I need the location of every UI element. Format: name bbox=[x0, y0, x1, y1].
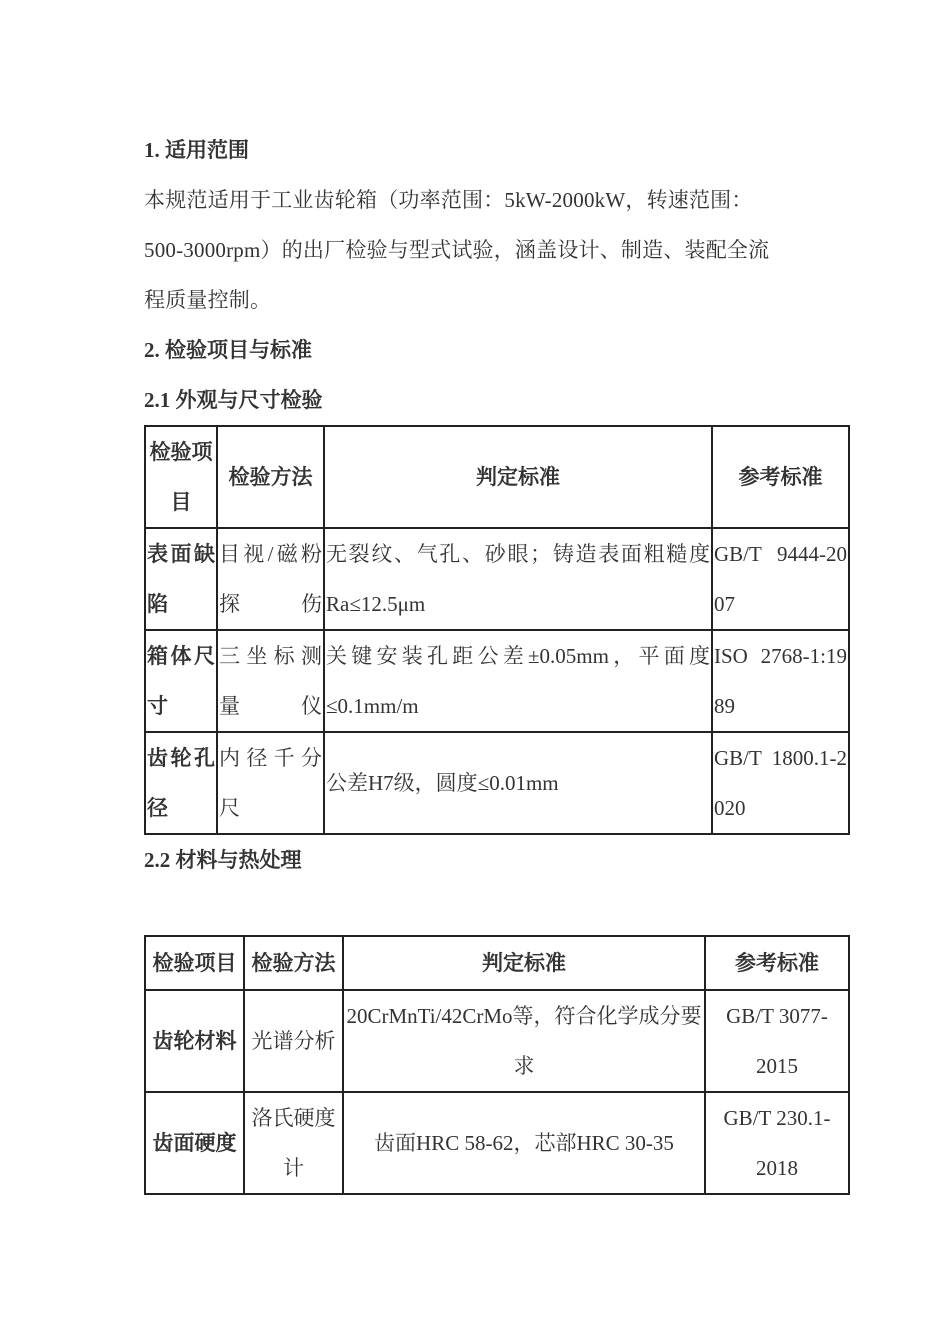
section-2-2-heading: 2.2 材料与热处理 bbox=[144, 848, 302, 872]
header-inspection-item: 检验项目 bbox=[145, 426, 217, 528]
cell-standard: GB/T 3077-2015 bbox=[705, 990, 849, 1092]
cell-method: 洛氏硬度计 bbox=[244, 1092, 343, 1194]
cell-item: 箱体尺寸 bbox=[145, 630, 217, 732]
cell-standard: GB/T 230.1-2018 bbox=[705, 1092, 849, 1194]
section-2-1-heading: 2.1 外观与尺寸检验 bbox=[144, 388, 323, 412]
cell-method: 三坐标测量仪 bbox=[217, 630, 324, 732]
table-row bbox=[145, 630, 849, 732]
cell-method: 光谱分析 bbox=[244, 990, 343, 1092]
scope-paragraph-line-2: 500-3000rpm）的出厂检验与型式试验，涵盖设计、制造、装配全流 bbox=[144, 238, 770, 262]
header-inspection-item: 检验项目 bbox=[145, 936, 244, 990]
section-2-heading: 2. 检验项目与标准 bbox=[144, 338, 312, 362]
cell-criteria: 20CrMnTi/42CrMo等，符合化学成分要求 bbox=[343, 990, 705, 1092]
appearance-dimension-table bbox=[144, 425, 850, 835]
header-criteria: 判定标准 bbox=[324, 426, 712, 528]
section-1-heading: 1. 适用范围 bbox=[144, 138, 249, 162]
cell-item: 齿轮孔径 bbox=[145, 732, 217, 834]
header-criteria: 判定标准 bbox=[343, 936, 705, 990]
header-inspection-method: 检验方法 bbox=[217, 426, 324, 528]
scope-paragraph-line-1: 本规范适用于工业齿轮箱（功率范围：5kW-2000kW，转速范围： bbox=[144, 188, 753, 212]
cell-method: 内径千分尺 bbox=[217, 732, 324, 834]
table-header-row bbox=[145, 426, 849, 528]
table-header-row bbox=[145, 936, 849, 990]
cell-standard: GB/T 9444-2007 bbox=[712, 528, 849, 630]
table-row bbox=[145, 732, 849, 834]
cell-item: 齿面硬度 bbox=[145, 1092, 244, 1194]
table-row bbox=[145, 528, 849, 630]
table-row bbox=[145, 990, 849, 1092]
cell-item: 齿轮材料 bbox=[145, 990, 244, 1092]
header-reference-standard: 参考标准 bbox=[705, 936, 849, 990]
cell-criteria: 无裂纹、气孔、砂眼；铸造表面粗糙度Ra≤12.5μm bbox=[324, 528, 712, 630]
material-heat-treatment-table bbox=[144, 935, 850, 1195]
document-page bbox=[144, 125, 848, 1195]
cell-criteria: 齿面HRC 58-62，芯部HRC 30-35 bbox=[343, 1092, 705, 1194]
table-row bbox=[145, 1092, 849, 1194]
header-inspection-method: 检验方法 bbox=[244, 936, 343, 990]
cell-method: 目视/磁粉探伤 bbox=[217, 528, 324, 630]
scope-paragraph-line-3: 程质量控制。 bbox=[144, 288, 272, 312]
header-reference-standard: 参考标准 bbox=[712, 426, 849, 528]
cell-standard: ISO 2768-1:1989 bbox=[712, 630, 849, 732]
cell-item: 表面缺陷 bbox=[145, 528, 217, 630]
cell-criteria: 公差H7级，圆度≤0.01mm bbox=[324, 732, 712, 834]
cell-standard: GB/T 1800.1-2020 bbox=[712, 732, 849, 834]
cell-criteria: 关键安装孔距公差±0.05mm，平面度≤0.1mm/m bbox=[324, 630, 712, 732]
